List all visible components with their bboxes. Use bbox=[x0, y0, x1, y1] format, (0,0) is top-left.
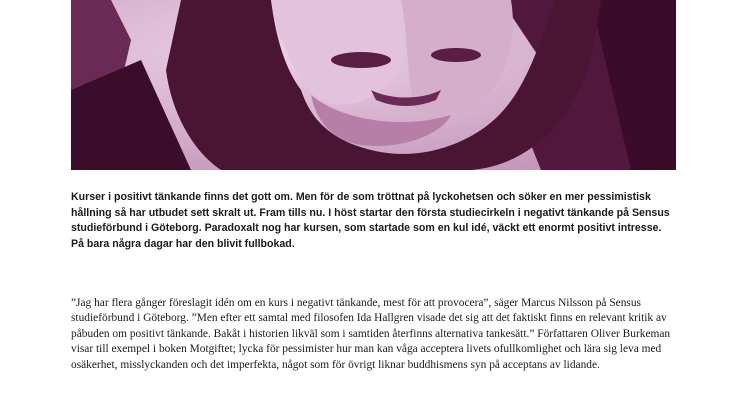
article-body: ”Jag har flera gånger föreslagit idén om en kurs i negativt tänkande, mest för att provocera”, säger Marcus Nilsson på Sensus studieförbund i Göteborg. ”Men efter ett samtal med filosofen Ida Hallgren visade det sig att det faktiskt finns en relevant kritik av påbuden om positivt tänkande. Bakåt i historien likväl som i samtiden återfinns alternativa tankesätt.” Författaren Oliver Burkeman visar till exempel i boken Motgiftet; lycka för pessimister hur man kan våga acceptera livets ofullkomlighet och lära sig leva med osäkerhet, misslyckanden och det imperfekta, något som för övrigt liknar buddhismens syn på acceptans av lidande. bbox=[71, 297, 671, 371]
article-lead: Kurser i positivt tänkande finns det gott om. Men för de som tröttnat på lyckohetsen och söker en mer pessimistisk hållning så har utbudet sett skralt ut. Fram tills nu. I höst startar den första studiecirkeln i negativt tänkande på Sensus studieförbund i Göteborg. Paradoxalt nog har kursen, som startade som en kul idé, väckt ett enormt positivt intresse. På bara några dagar har den blivit fullbokad. bbox=[71, 191, 670, 250]
article-photo bbox=[71, 0, 676, 170]
